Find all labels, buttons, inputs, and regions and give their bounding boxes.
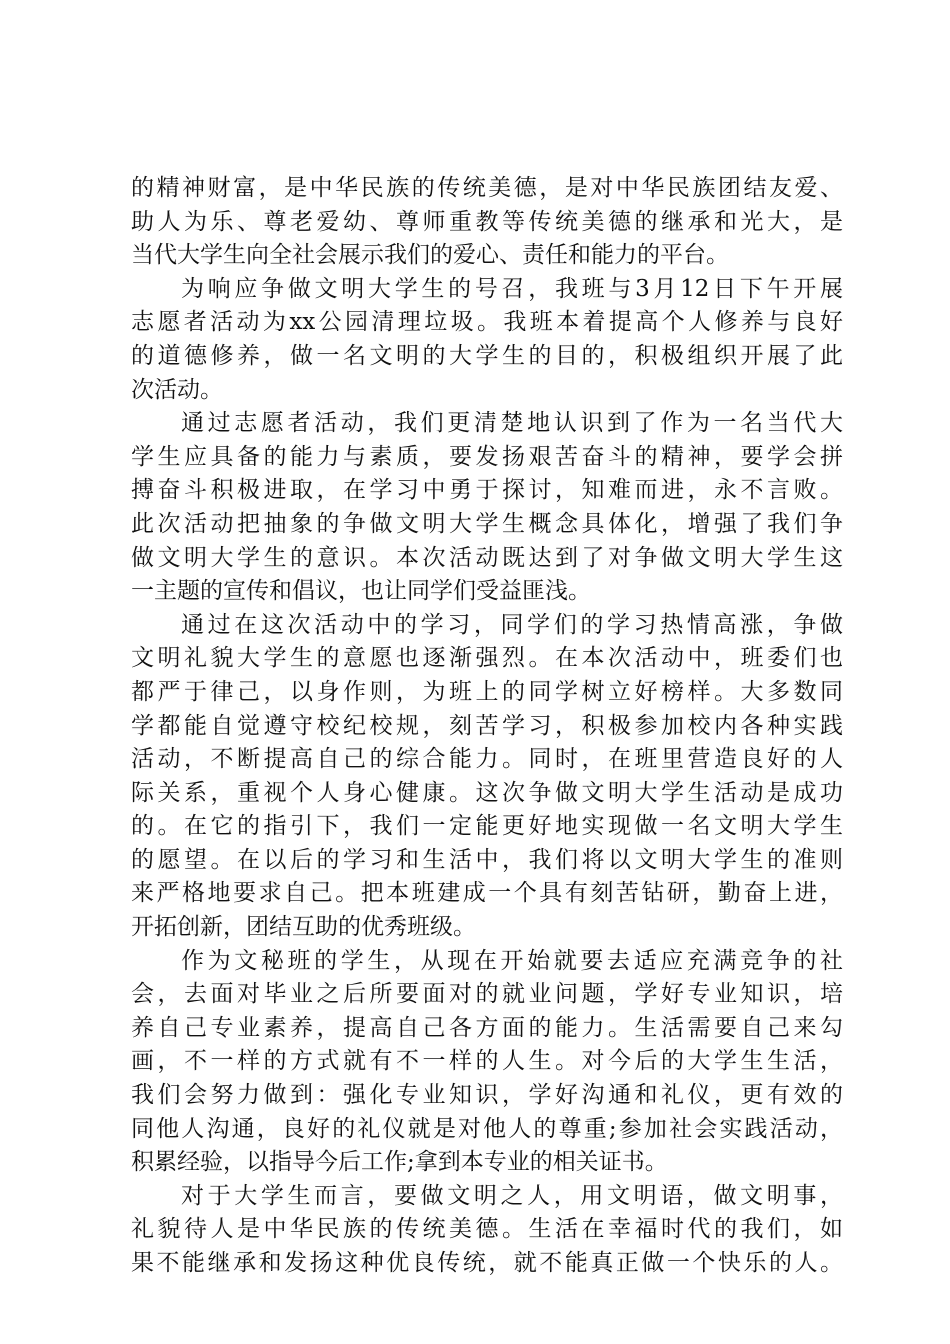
text-line: 同他人沟通，良好的礼仪就是对他人的尊重;参加社会实践活动， bbox=[131, 1115, 843, 1142]
text-line: 养自己专业素养，提高自己各方面的能力。生活需要自己来勾 bbox=[131, 1014, 843, 1041]
text-line: 果不能继承和发扬这种优良传统，就不能真正做一个快乐的人。 bbox=[131, 1250, 843, 1276]
text-line: 画，不一样的方式就有不一样的人生。对今后的大学生生活， bbox=[131, 1048, 843, 1075]
text-line: 文明礼貌大学生的意愿也逐渐强烈。在本次活动中，班委们也 bbox=[131, 645, 843, 672]
text-line: 的。在它的指引下，我们一定能更好地实现做一名文明大学生 bbox=[131, 813, 843, 840]
text-line: 的精神财富，是中华民族的传统美德，是对中华民族团结友爱、 bbox=[131, 175, 843, 201]
text-line: 来严格地要求自己。把本班建成一个具有刻苦钻研，勤奋上进， bbox=[131, 880, 843, 907]
text-line: 通过志愿者活动，我们更清楚地认识到了作为一名当代大 bbox=[181, 410, 843, 437]
text-line: 志愿者活动为xx公园清理垃圾。我班本着提高个人修养与良好 bbox=[131, 309, 843, 336]
text-line: 助人为乐、尊老爱幼、尊师重教等传统美德的继承和光大，是 bbox=[131, 208, 843, 235]
text-line: 当代大学生向全社会展示我们的爱心、责任和能力的平台。 bbox=[131, 242, 729, 269]
document-body bbox=[131, 172, 843, 1281]
text-line: 学生应具备的能力与素质，要发扬艰苦奋斗的精神，要学会拼 bbox=[131, 443, 843, 470]
text-line: 际关系，重视个人身心健康。这次争做文明大学生活动是成功 bbox=[131, 779, 843, 806]
text-line: 次活动。 bbox=[131, 376, 223, 403]
text-line: 都严于律己，以身作则，为班上的同学树立好榜样。大多数同 bbox=[131, 678, 843, 705]
text-line: 作为文秘班的学生，从现在开始就要去适应充满竞争的社 bbox=[181, 947, 843, 974]
text-line: 通过在这次活动中的学习，同学们的学习热情高涨，争做 bbox=[181, 611, 843, 638]
text-line: 会，去面对毕业之后所要面对的就业问题，学好专业知识，培 bbox=[131, 981, 843, 1008]
text-line: 为响应争做文明大学生的号召，我班与3月12日下午开展 bbox=[181, 275, 843, 302]
text-line: 的愿望。在以后的学习和生活中，我们将以文明大学生的准则 bbox=[131, 846, 843, 873]
text-line: 对于大学生而言，要做文明之人，用文明语，做文明事， bbox=[181, 1182, 843, 1209]
text-line: 一主题的宣传和倡议，也让同学们受益匪浅。 bbox=[131, 578, 591, 605]
text-line: 学都能自觉遵守校纪校规，刻苦学习，积极参加校内各种实践 bbox=[131, 712, 843, 739]
text-line: 活动，不断提高自己的综合能力。同时，在班里营造良好的人 bbox=[131, 746, 843, 773]
text-line: 我们会努力做到：强化专业知识，学好沟通和礼仪，更有效的 bbox=[131, 1082, 843, 1109]
text-line: 此次活动把抽象的争做文明大学生概念具体化，增强了我们争 bbox=[131, 510, 843, 537]
text-line: 搏奋斗积极进取，在学习中勇于探讨，知难而进，永不言败。 bbox=[131, 477, 843, 504]
text-line: 开拓创新，团结互助的优秀班级。 bbox=[131, 914, 476, 941]
text-line: 礼貌待人是中华民族的传统美德。生活在幸福时代的我们，如 bbox=[131, 1216, 843, 1243]
text-line: 的道德修养，做一名文明的大学生的目的，积极组织开展了此 bbox=[131, 342, 843, 369]
text-line: 积累经验，以指导今后工作;拿到本专业的相关证书。 bbox=[131, 1149, 668, 1176]
text-line: 做文明大学生的意识。本次活动既达到了对争做文明大学生这 bbox=[131, 544, 843, 571]
